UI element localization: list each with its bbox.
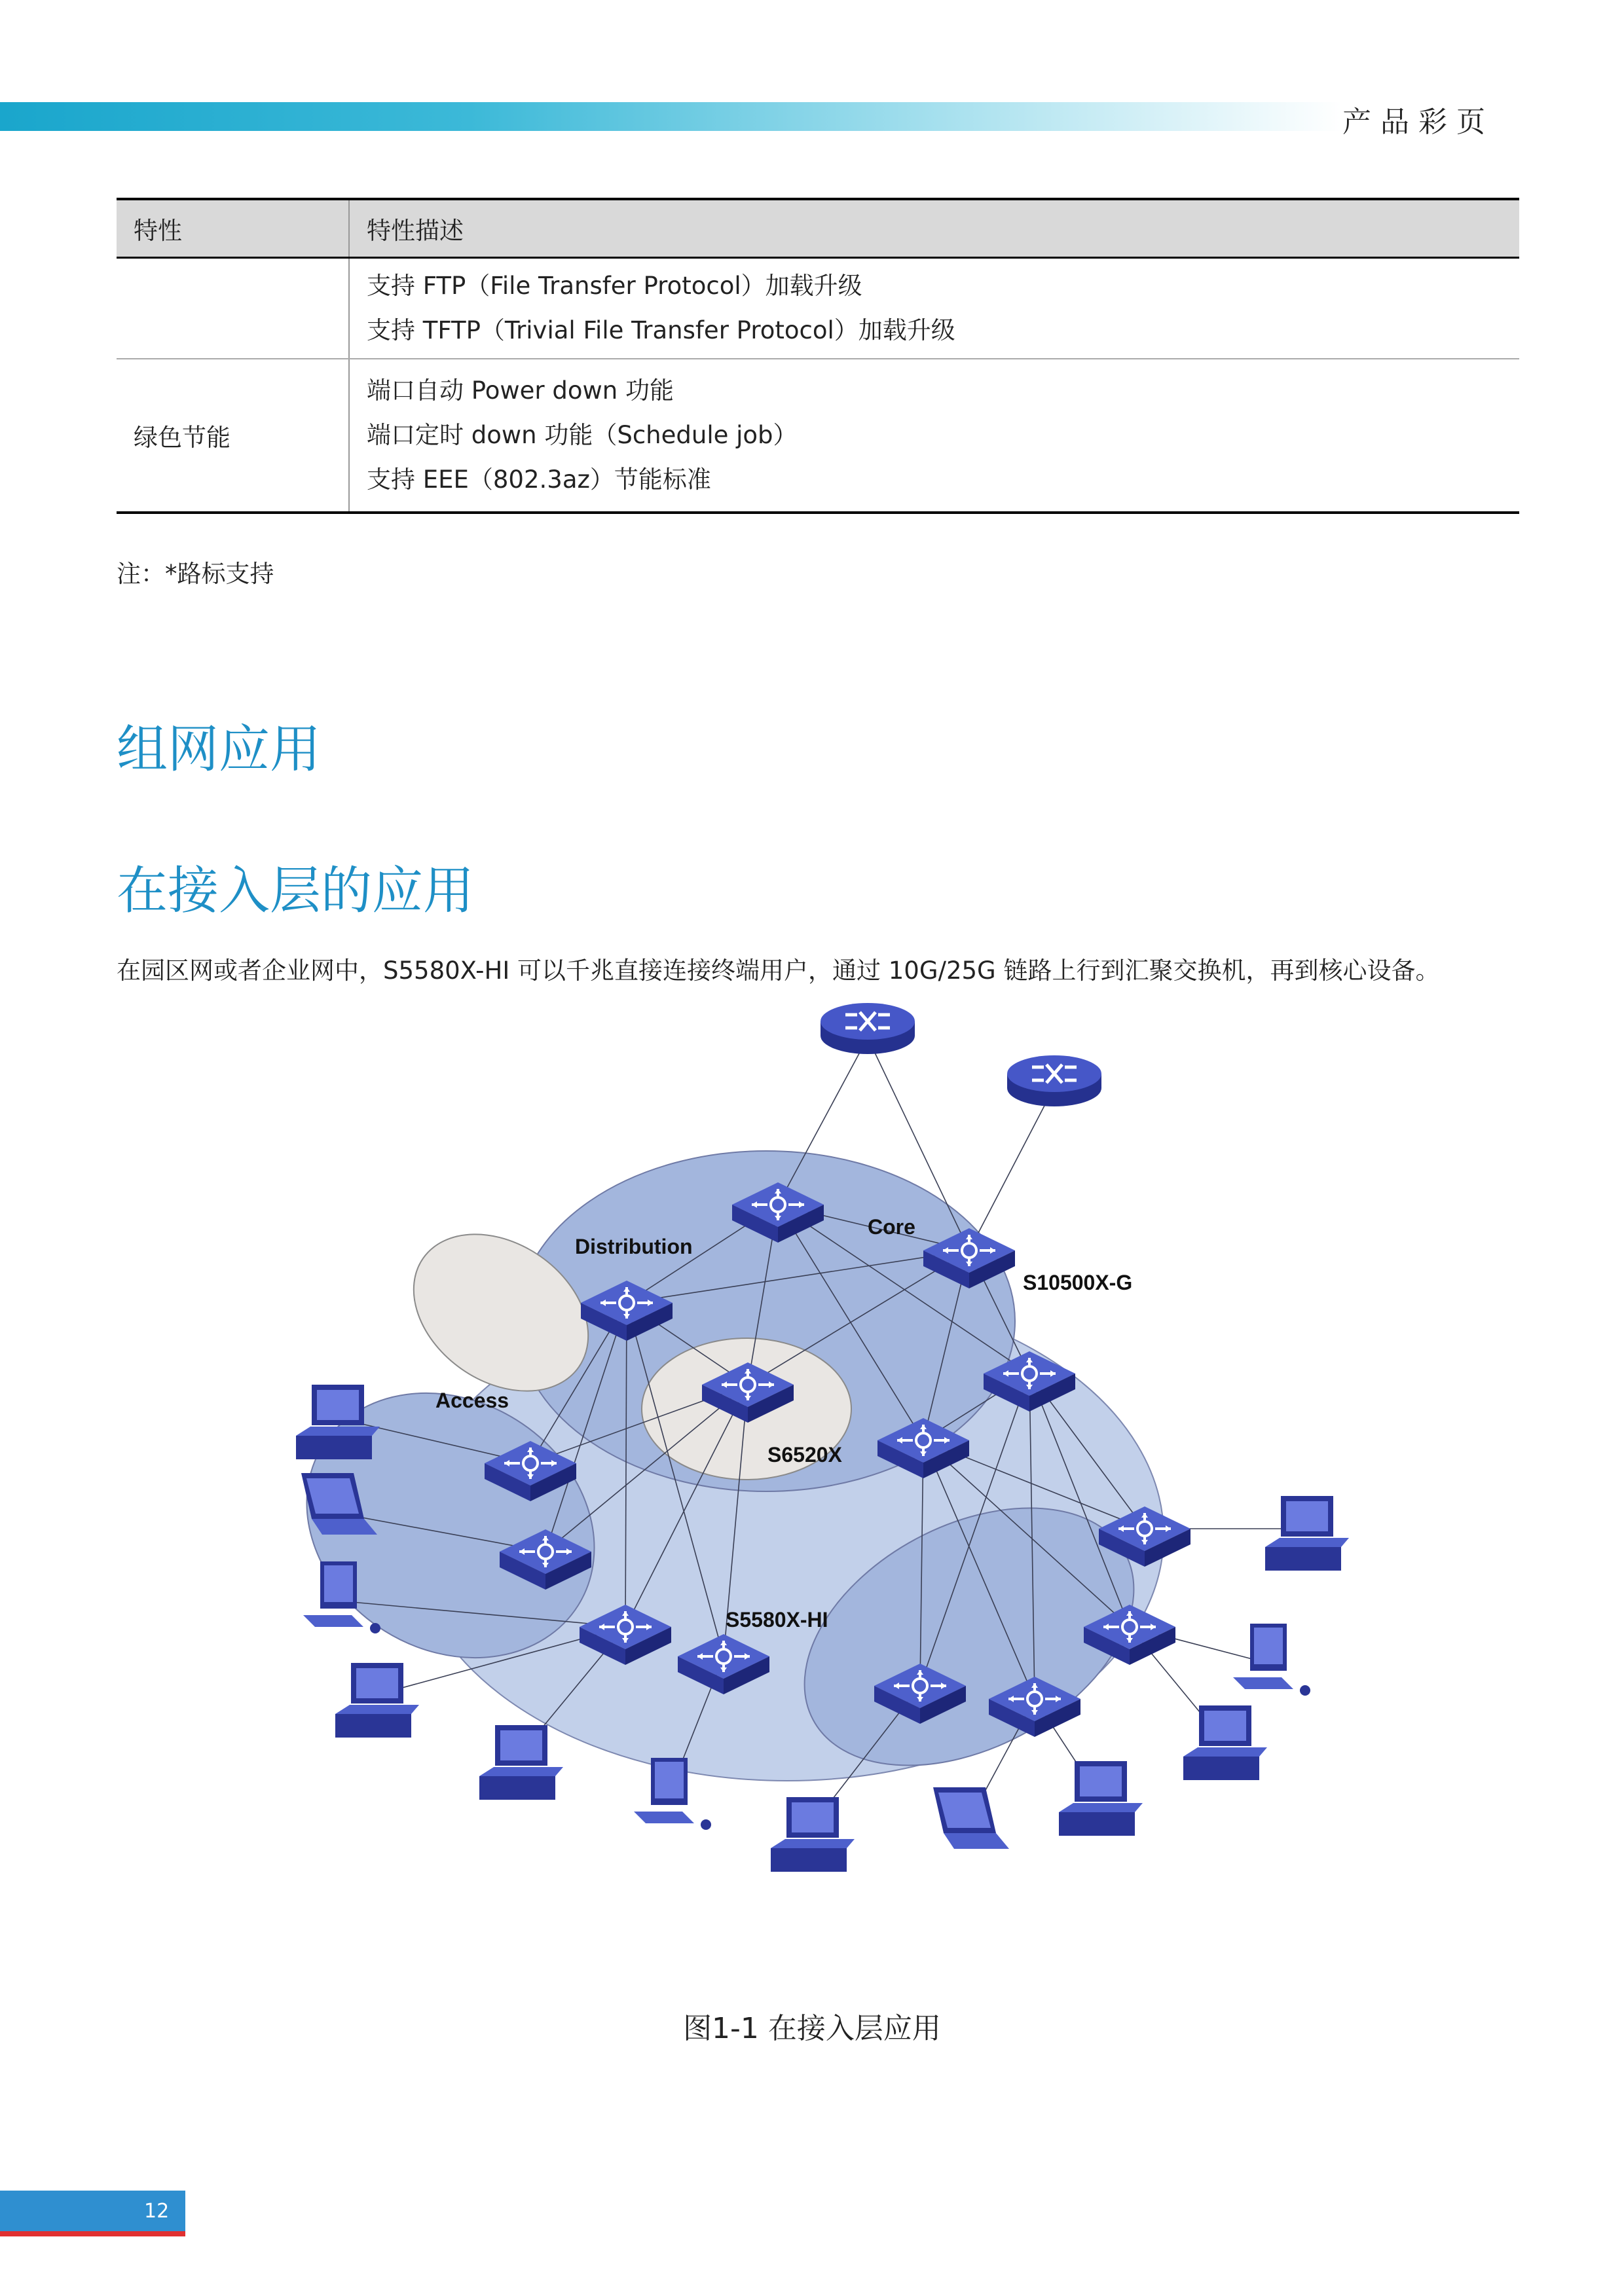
pc-icon	[1265, 1496, 1349, 1571]
description-line: 支持 TFTP（Trivial File Transfer Protocol）加载升级	[367, 316, 955, 344]
description-line: 支持 FTP（File Transfer Protocol）加载升级	[367, 272, 862, 300]
table-header-row	[117, 199, 1519, 258]
s6520-label: S6520X	[767, 1443, 842, 1467]
subsection-title: 在接入层的应用	[117, 862, 475, 920]
router-icon	[1007, 1055, 1101, 1106]
core-label: Core	[868, 1215, 915, 1239]
pc-icon	[335, 1663, 419, 1738]
header-band	[0, 102, 1342, 131]
header-title: 产品彩页	[1342, 105, 1494, 139]
table-cell-feature: 绿色节能	[117, 359, 349, 513]
s5580-label: S5580X-HI	[726, 1608, 828, 1631]
distribution-label: Distribution	[575, 1235, 693, 1258]
table-note: 注：*路标支持	[117, 560, 274, 588]
description-line: 端口定时 down 功能（Schedule job）	[367, 421, 798, 449]
intro-paragraph: 在园区网或者企业网中，S5580X-HI 可以千兆直接连接终端用户，通过 10G/25G 链路上行到汇聚交换机，再到核心设备。	[117, 957, 1440, 985]
table-header-feature: 特性	[117, 199, 349, 258]
pc-icon	[479, 1725, 563, 1800]
description-line: 支持 EEE（802.3az）节能标准	[367, 465, 711, 494]
pc-icon	[1059, 1761, 1143, 1836]
table-cell-description	[349, 258, 1519, 359]
table-header-description: 特性描述	[349, 199, 1519, 258]
table-cell-description	[349, 359, 1519, 513]
router-icon	[821, 1003, 915, 1054]
pc-icon	[1183, 1705, 1267, 1780]
table-row	[117, 359, 1519, 513]
network-topology-diagram	[275, 982, 1362, 1951]
feature-table	[117, 198, 1519, 514]
page-number: 12	[144, 2200, 170, 2223]
table-row	[117, 258, 1519, 359]
s10500-label: S10500X-G	[1023, 1271, 1133, 1294]
section-title: 组网应用	[117, 720, 322, 779]
access-label: Access	[435, 1389, 509, 1412]
figure-caption: 图1-1 在接入层应用	[683, 2012, 941, 2045]
table-cell-feature	[117, 258, 349, 359]
laptop-icon	[933, 1787, 1009, 1849]
description-line: 端口自动 Power down 功能	[367, 376, 674, 405]
pc-icon	[771, 1797, 855, 1872]
desktop-icon	[1233, 1624, 1310, 1696]
